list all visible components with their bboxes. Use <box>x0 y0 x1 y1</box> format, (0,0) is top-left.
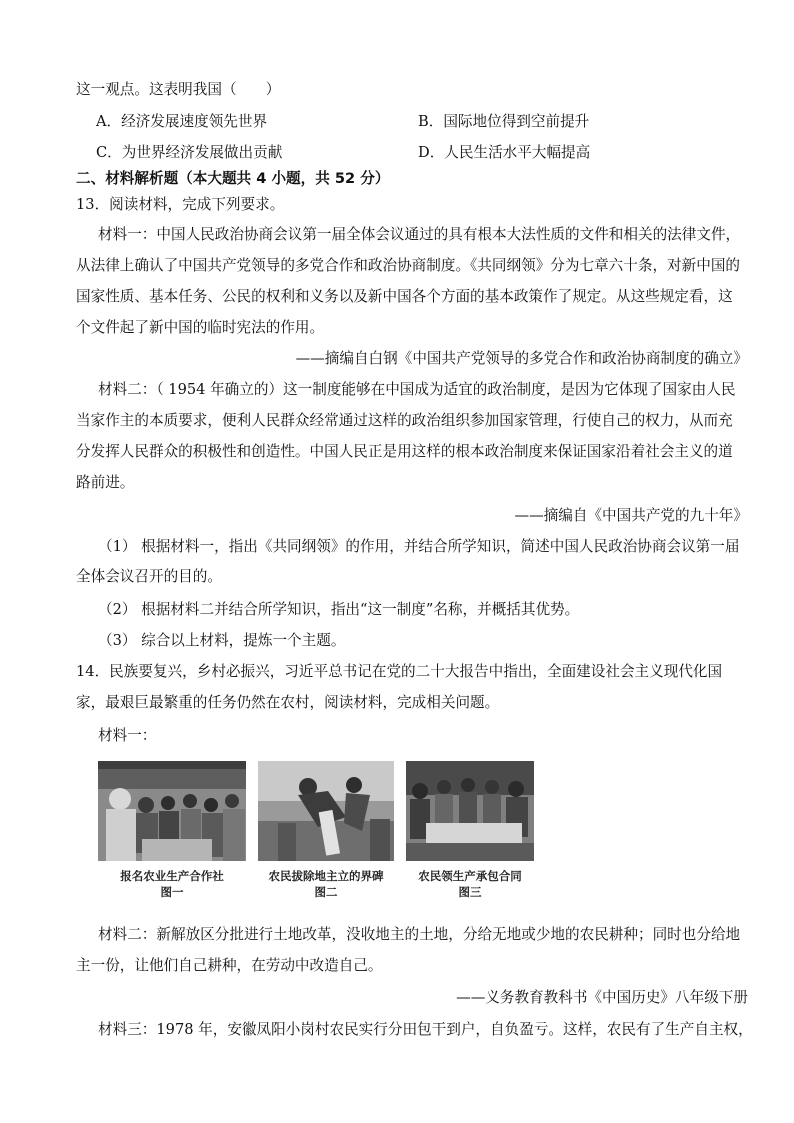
q14-material3-line: 材料三：1978 年，安徽凤阳小岗村农民实行分田包干到户，自负盈亏。这样，农民有了生产自主权， <box>98 1021 753 1038</box>
q13-material2-line: 当家作主的本质要求，便利人民群众经常通过这样的政治组织参加国家管理，行使自己的权力，从而充 <box>76 412 733 429</box>
q13-material1-line: 材料一：中国人民政治协商会议第一届全体会议通过的具有根本大法性质的文件和相关的法律文件， <box>98 226 741 243</box>
option-b: B．国际地位得到空前提升 <box>418 113 590 130</box>
q14-material2-source: ——义务教育教科书《中国历史》八年级下册 <box>456 989 748 1006</box>
section-title: 二、材料解析题（本大题共 4 小题，共 52 分） <box>76 170 390 187</box>
q13-subquestion-1-cont: 全体会议召开的目的。 <box>76 568 222 585</box>
figure-1-caption-text: 报名农业生产合作社 <box>120 869 224 883</box>
figure-2-caption-text: 农民拔除地主立的界碑 <box>268 869 384 883</box>
q13-material2-line: 材料二：（ 1954 年确立的）这一制度能够在中国成为适宜的政治制度，是因为它体现了国家由人民 <box>98 381 736 398</box>
q13-material2-source: ——摘编自《中国共产党的九十年》 <box>514 507 748 524</box>
q14-stem-cont: 家，最艰巨最繁重的任务仍然在农村，阅读材料，完成相关问题。 <box>76 694 500 711</box>
q13-material2-line: 路前进。 <box>76 474 135 491</box>
q13-material2-line: 分发挥人民群众的积极性和创造性。中国人民正是用这样的根本政治制度来保证国家沿着社会主义的道 <box>76 443 733 460</box>
q13-subquestion-2: （2） 根据材料二并结合所学知识，指出“这一制度”名称，并概括其优势。 <box>98 601 580 618</box>
figure-1-label: 图一 <box>160 885 184 899</box>
figure-3-caption <box>396 868 544 900</box>
q14-material1-label: 材料一： <box>98 727 157 744</box>
q14-material2-line: 主一份，让他们自己耕种，在劳动中改造自己。 <box>76 957 383 974</box>
figure-2-caption <box>252 868 400 900</box>
q13-material1-line: 个文件起了新中国的临时宪法的作用。 <box>76 319 325 336</box>
figure-2-label: 图二 <box>314 885 338 899</box>
q14-stem: 14．民族要复兴，乡村必振兴，习近平总书记在党的二十大报告中指出，全面建设社会主义现代化国 <box>76 663 723 680</box>
figure-3-caption-text: 农民领生产承包合同 <box>418 869 522 883</box>
q13-subquestion-3: （3） 综合以上材料，提炼一个主题。 <box>98 632 346 649</box>
q13-material1-line: 从法律上确认了中国共产党领导的多党合作和政治协商制度。《共同纲领》分为七章六十条，对新中国的 <box>76 257 741 274</box>
figure-3-photo <box>406 761 554 861</box>
option-d: D．人民生活水平大幅提高 <box>418 144 591 161</box>
figure-1-photo <box>98 761 246 861</box>
figure-2-photo <box>258 761 406 861</box>
question-stem-tail: 这一观点。这表明我国（ ） <box>76 81 281 98</box>
q13-material1-source: ——摘编自白钢《中国共产党领导的多党合作和政治协商制度的确立》 <box>295 350 748 367</box>
q13-material1-line: 国家性质、基本任务、公民的权利和义务以及新中国各个方面的基本政策作了规定。从这些规定看，这 <box>76 288 733 305</box>
option-a: A．经济发展速度领先世界 <box>96 113 268 130</box>
q13-stem: 13．阅读材料，完成下列要求。 <box>76 196 285 213</box>
figure-3-label: 图三 <box>458 885 482 899</box>
figure-1-caption <box>98 868 246 900</box>
q14-material2-line: 材料二：新解放区分批进行土地改革，没收地主的土地，分给无地或少地的农民耕种；同时也分给地 <box>98 926 741 943</box>
option-c: C．为世界经济发展做出贡献 <box>96 144 283 161</box>
q13-subquestion-1: （1） 根据材料一，指出《共同纲领》的作用，并结合所学知识，简述中国人民政治协商会议第一届 <box>98 538 740 555</box>
